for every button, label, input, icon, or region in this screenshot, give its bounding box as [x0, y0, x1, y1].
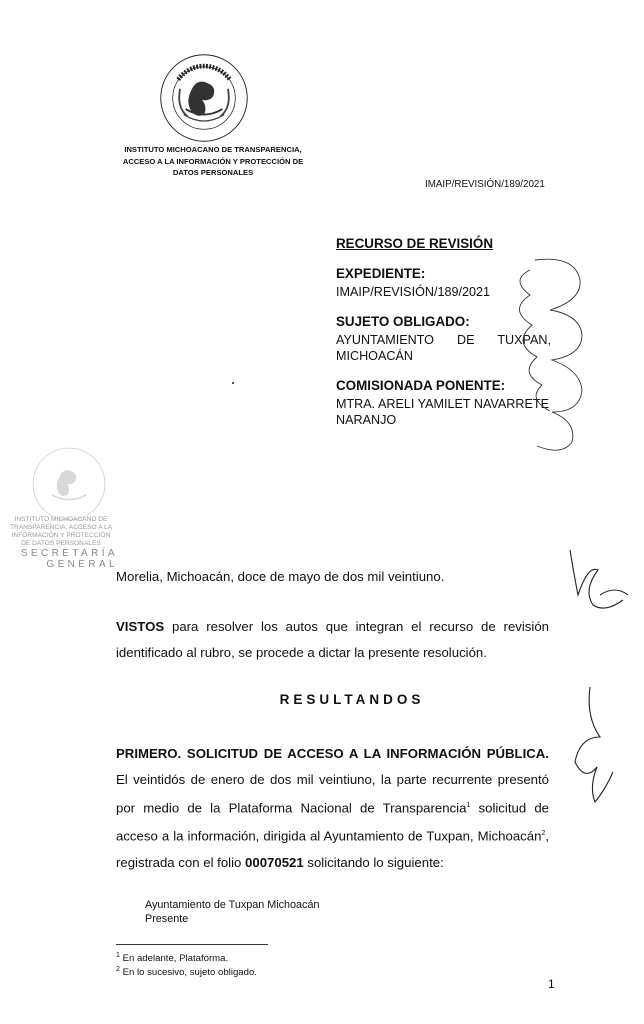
primero-text: El veintidós de enero de dos mil veintiuno, la parte recurrente presentó por medio de la Plataforma Nacional de Transparencia	[116, 772, 549, 816]
institution-line: ACCESO A LA INFORMACIÓN Y PROTECCIÓN DE	[122, 156, 304, 166]
date-line: Morelia, Michoacán, doce de mayo de dos mil veintiuno.	[116, 569, 445, 584]
signature-icon	[560, 545, 640, 625]
ponente-line: MTRA. ARELI YAMILET NAVARRETE	[336, 397, 549, 411]
speck	[232, 382, 234, 384]
primero-text: solicitando lo siguiente:	[303, 854, 444, 870]
expediente-value: IMAIP/REVISIÓN/189/2021	[336, 285, 490, 299]
primero-paragraph	[116, 741, 549, 876]
primero-text: solicitud de acceso a la información, dirigida al Ayuntamiento de Tuxpan, Michoacán	[116, 800, 549, 844]
stamp-general-label: GENERAL	[46, 559, 118, 570]
ponente-line: NARANJO	[336, 413, 397, 427]
footnote-ref: 1	[466, 802, 471, 809]
mexico-seal-icon	[158, 52, 250, 144]
vistos-lead: VISTOS	[116, 619, 165, 634]
quote-line: Presente	[145, 913, 189, 925]
footnote-number: 1	[116, 952, 120, 959]
stamp-line: DE DATOS PERSONALES	[21, 540, 101, 547]
stamp-line: INFORMACIÓN Y PROTECCIÓN	[11, 532, 111, 539]
folio-number: 00070521	[245, 854, 304, 870]
ponente-label: COMISIONADA PONENTE:	[336, 378, 506, 393]
footnote	[116, 966, 257, 978]
vistos-paragraph	[116, 614, 549, 666]
case-title: RECURSO DE REVISIÓN	[336, 236, 493, 251]
vistos-text: para resolver los autos que integran el recurso de revisión identificado al rubro, se procede a dictar la presente resolución.	[116, 619, 549, 660]
reference-number: IMAIP/REVISIÓN/189/2021	[425, 179, 545, 190]
footnote-divider	[116, 944, 268, 945]
footnote	[116, 952, 228, 964]
sujeto-line: MICHOACÁN	[336, 349, 413, 363]
primero-text: , registrada con el folio	[116, 828, 549, 870]
stamp-secretaria-label: SECRETARÍA	[20, 548, 118, 559]
signature-icon	[560, 685, 620, 805]
sujeto-label: SUJETO OBLIGADO:	[336, 314, 470, 329]
section-heading: RESULTANDOS	[279, 692, 425, 707]
footnote-ref: 2	[541, 830, 546, 838]
quote-line: Ayuntamiento de Tuxpan Michoacán	[145, 899, 320, 911]
stamp-line: INSTITUTO MICHOACANO DE	[14, 516, 108, 523]
handwritten-scribble-icon	[505, 250, 585, 460]
stamp-text	[0, 516, 122, 548]
quoted-request	[145, 898, 319, 926]
footnote-text: En lo sucesivo, sujeto obligado.	[119, 967, 257, 979]
institution-line: INSTITUTO MICHOACANO DE TRANSPARENCIA,	[124, 145, 302, 154]
expediente-label: EXPEDIENTE:	[336, 266, 426, 281]
stamp-line: TRANSPARENCIA, ACCESO A LA	[9, 524, 113, 531]
institution-line: DATOS PERSONALES	[172, 168, 254, 177]
sujeto-line: AYUNTAMIENTO DE TUXPAN,	[336, 333, 551, 347]
page-number: 1	[548, 977, 555, 991]
primero-lead: PRIMERO. SOLICITUD DE ACCESO A LA INFORMACIÓN PÚBLICA.	[116, 746, 549, 761]
institution-name	[113, 144, 313, 179]
footnote-number: 2	[116, 966, 120, 973]
footnote-text: En adelante, Plataforma.	[119, 953, 229, 965]
faded-seal-icon	[30, 445, 108, 523]
stamp-secretaria	[0, 548, 118, 570]
